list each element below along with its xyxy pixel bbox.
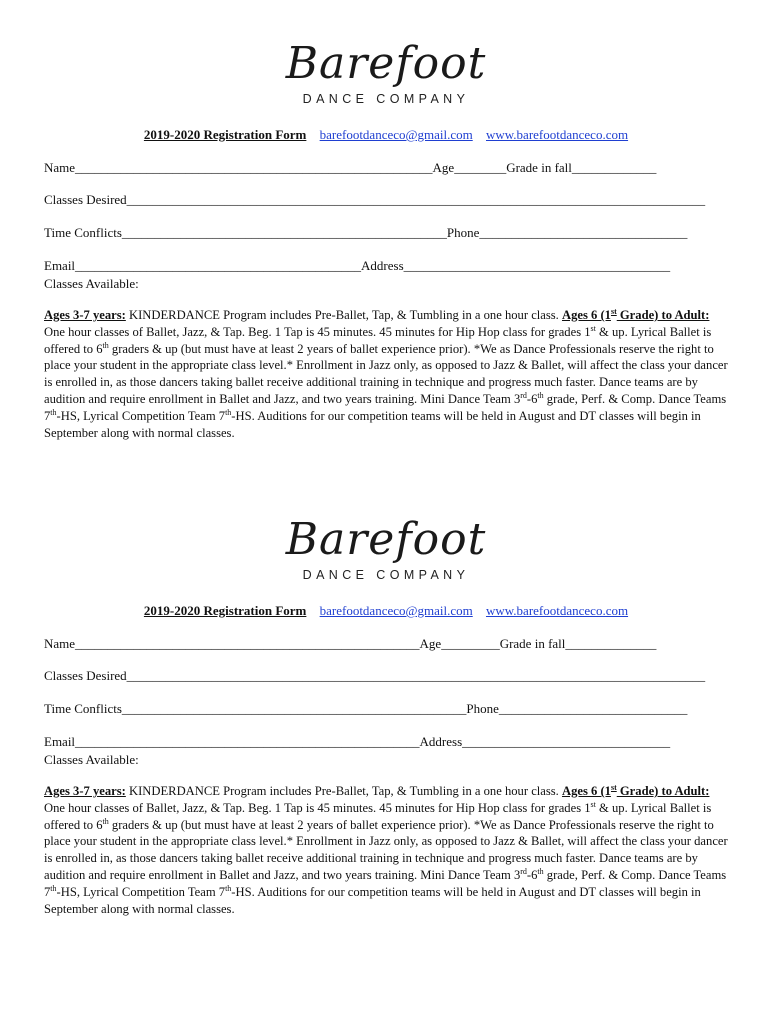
sup-th: th bbox=[537, 866, 544, 876]
classes-desired-field[interactable]: Classes Desired_________________________________________________________________________________________ bbox=[44, 668, 706, 683]
registration-form-1 bbox=[44, 40, 728, 441]
classes-desired-field[interactable]: Classes Desired_________________________________________________________________________________________ bbox=[44, 192, 706, 207]
email-address-field[interactable]: Email____________________________________________Address_________________________________________ bbox=[44, 258, 671, 273]
sup-th: th bbox=[225, 883, 232, 893]
logo-script-text: Barefoot bbox=[285, 38, 487, 89]
title-line bbox=[44, 127, 728, 145]
logo-script-text: Barefoot bbox=[285, 514, 487, 565]
sup-th: th bbox=[537, 390, 544, 400]
sup-th: th bbox=[225, 407, 232, 417]
time-conflicts-phone-field[interactable]: Time Conflicts__________________________________________________Phone________________________________ bbox=[44, 225, 688, 240]
email-address-field[interactable]: Email_____________________________________________________Address________________________________ bbox=[44, 734, 671, 749]
logo-subtitle: DANCE COMPANY bbox=[302, 568, 470, 582]
sup-rd: rd bbox=[520, 390, 527, 400]
para-text: & up. Lyrical Ballet is offered to 6 bbox=[44, 800, 712, 832]
form-title: 2019-2020 Registration Form bbox=[143, 603, 307, 618]
website-link[interactable]: www.barefootdanceco.com bbox=[485, 603, 629, 618]
ages-6-label-end: Grade) to Adult: bbox=[616, 308, 710, 322]
ages-6-label: Ages 6 (1 bbox=[561, 784, 611, 798]
para-text: -HS, Lyrical Competition Team 7 bbox=[56, 408, 226, 423]
classes-description bbox=[44, 783, 728, 917]
registration-form-2 bbox=[44, 516, 728, 917]
sup-st: st bbox=[610, 306, 617, 316]
sup-st: st bbox=[590, 323, 596, 333]
para-text: grade, Perf. & Comp. Dance Teams 7 bbox=[44, 391, 727, 423]
para-text: -6 bbox=[526, 867, 538, 882]
para-text: graders & up (but must have at least 2 years of ballet experience prior). *We as Dance Professionals reserve the right to place your student in the appropriate class level.* Enrollment in Jazz only, as opposed to Jazz & Ballet, will affect the class your dancer is enrolled in, as those dancers taking ballet receive additional training in technique and progress much faster. Dance teams are by audition and require enrollment in Ballet and Jazz, and two years training. Mini Dance Team 3 bbox=[44, 817, 728, 882]
sup-st: st bbox=[590, 799, 596, 809]
classes-available-label: Classes Available: bbox=[44, 276, 139, 291]
sup-th: th bbox=[102, 816, 109, 826]
para-text: -HS. Auditions for our competition teams will be held in August and DT classes will begin in September along with normal classes. bbox=[44, 408, 701, 440]
para-text: One hour classes of Ballet, Jazz, & Tap. Beg. 1 Tap is 45 minutes. 45 minutes for Hip Hop class for grades 1 bbox=[44, 324, 591, 339]
email-link[interactable]: barefootdanceco@gmail.com bbox=[319, 603, 473, 618]
email-link[interactable]: barefootdanceco@gmail.com bbox=[319, 127, 473, 142]
para-text: -HS. Auditions for our competition teams will be held in August and DT classes will begin in September along with normal classes. bbox=[44, 884, 701, 916]
para-text: & up. Lyrical Ballet is offered to 6 bbox=[44, 324, 712, 356]
para-text: KINDERDANCE Program includes Pre-Ballet, Tap, & Tumbling in a one hour class. bbox=[125, 308, 562, 322]
ages-3-7-label: Ages 3-7 years: bbox=[44, 784, 126, 798]
para-text: -HS, Lyrical Competition Team 7 bbox=[56, 884, 226, 899]
barefoot-logo bbox=[44, 40, 728, 116]
classes-available-label: Classes Available: bbox=[44, 752, 139, 767]
barefoot-logo bbox=[44, 516, 728, 592]
time-conflicts-phone-field[interactable]: Time Conflicts_____________________________________________________Phone_____________________________ bbox=[44, 701, 688, 716]
ages-6-label-end: Grade) to Adult: bbox=[616, 784, 710, 798]
para-text: -6 bbox=[526, 391, 538, 406]
form-title: 2019-2020 Registration Form bbox=[143, 127, 307, 142]
name-age-grade-field[interactable]: Name_______________________________________________________Age________Grade in fall_____________ bbox=[44, 160, 657, 175]
para-text: grade, Perf. & Comp. Dance Teams 7 bbox=[44, 867, 727, 899]
para-text: One hour classes of Ballet, Jazz, & Tap. Beg. 1 Tap is 45 minutes. 45 minutes for Hip Hop class for grades 1 bbox=[44, 800, 591, 815]
sup-th: th bbox=[50, 883, 57, 893]
classes-description bbox=[44, 307, 728, 441]
sup-th: th bbox=[50, 407, 57, 417]
sup-th: th bbox=[102, 340, 109, 350]
logo-subtitle: DANCE COMPANY bbox=[302, 92, 470, 106]
sup-rd: rd bbox=[520, 866, 527, 876]
para-text: graders & up (but must have at least 2 years of ballet experience prior). *We as Dance Professionals reserve the right to place your student in the appropriate class level.* Enrollment in Jazz only, as opposed to Jazz & Ballet, will affect the class your dancer is enrolled in, as those dancers taking ballet receive additional training in technique and progress much faster. Dance teams are by audition and require enrollment in Ballet and Jazz, and two years training. Mini Dance Team 3 bbox=[44, 341, 728, 406]
ages-6-label: Ages 6 (1 bbox=[561, 308, 611, 322]
name-age-grade-field[interactable]: Name_____________________________________________________Age_________Grade in fall______________ bbox=[44, 636, 657, 651]
para-text: KINDERDANCE Program includes Pre-Ballet, Tap, & Tumbling in a one hour class. bbox=[125, 784, 562, 798]
ages-3-7-label: Ages 3-7 years: bbox=[44, 308, 126, 322]
title-line bbox=[44, 603, 728, 621]
sup-st: st bbox=[610, 782, 617, 792]
website-link[interactable]: www.barefootdanceco.com bbox=[485, 127, 629, 142]
